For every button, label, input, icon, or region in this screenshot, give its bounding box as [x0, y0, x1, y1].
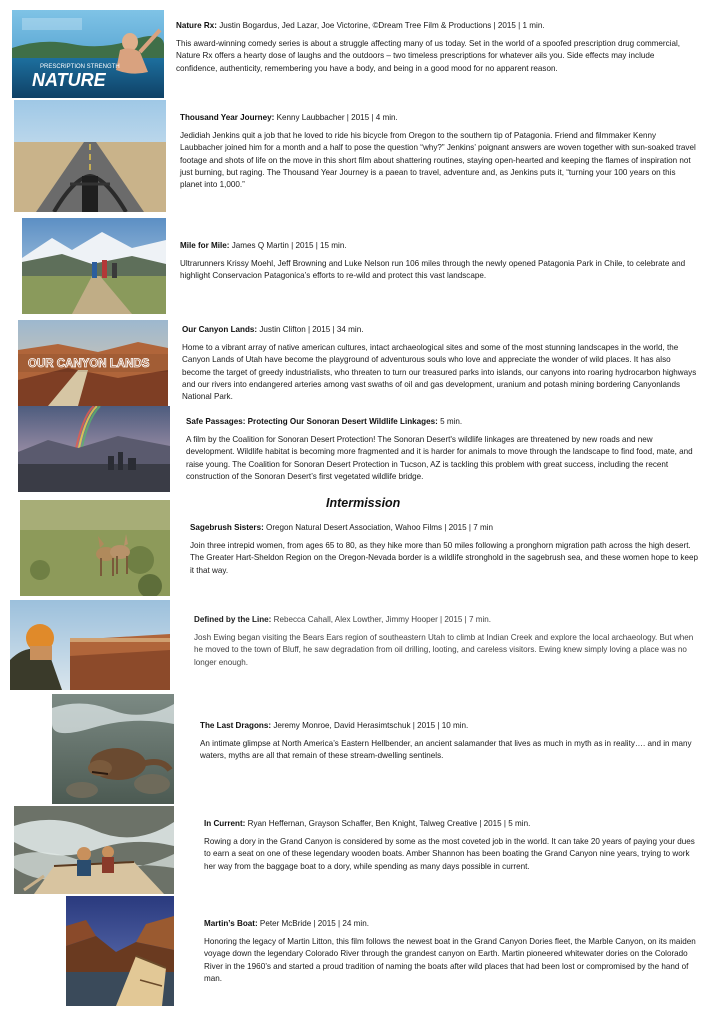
- film-title: Sagebrush Sisters: [190, 523, 262, 532]
- film-title: Martin’s Boat: [204, 919, 255, 928]
- film-entry-martins-boat: Martin’s Boat: Peter McBride | 2015 | 24 min. Honoring the legacy of Martin Litton, this film follows the newest boat in the Grand Canyon Dories fleet, the Marble Canyon, on its maiden voyage down the legendary Colorado River through the grandest canyon on Earth. Martin pioneered whitewater dories on the Colorado River in the 1960’s and started a proud tradition of naming the boats after wild places that had been lost or compromised by the hand of man.: [204, 918, 698, 985]
- film-thumbnail-martins-boat: [66, 896, 174, 1006]
- film-entry-defined-by-the-line: Defined by the Line: Rebecca Cahall, Alex Lowther, Jimmy Hooper | 2015 | 7 min. Josh Ewing began visiting the Bears Ears region of southeastern Utah to climb at Indian Creek and explore the local archaeology. But when he moved to the town of Bluff, he saw degradation from oil drilling, looting, and careless visitors. Ewing knew simply loving a place was no longer enough.: [194, 614, 698, 669]
- poster-small-text: PRESCRIPTION STRENGTH: [40, 64, 120, 70]
- film-description: Josh Ewing began visiting the Bears Ears region of southeastern Utah to climb at Indian Creek and explore the local archaeology. But when he moved to the town of Bluff, he saw degradation from oil drilling, looting, and careless visitors. Ewing knew simply loving a place was no longer enough.: [194, 633, 694, 667]
- film-description: Honoring the legacy of Martin Litton, this film follows the newest boat in the Grand Canyon Dories fleet, the Marble Canyon, on its maiden voyage down the legendary Colorado River through the grandest canyon on Earth. Martin pioneered whitewater dories on the Colorado River in the 1960’s and started a proud tradition of naming the boats after wild places that had been lost or compromised by the hand of man.: [204, 937, 696, 983]
- film-title: Mile for Mile: [180, 241, 227, 250]
- poster-title-text: OUR CANYON LANDS: [28, 358, 150, 370]
- film-title: In Current: [204, 819, 243, 828]
- film-thumbnail-mile-for-mile: [22, 218, 166, 314]
- film-description: An intimate glimpse at North America’s Eastern Hellbender, an ancient salamander that lives as much in myth as in reality…. and in many waters, myths are all that remain of these stream-dwelling sentinels.: [200, 739, 692, 761]
- film-meta: Kenny Laubbacher | 2015 | 4 min.: [276, 113, 398, 122]
- film-thumbnail-defined-by-the-line: [10, 600, 170, 690]
- film-description: Join three intrepid women, from ages 65 to 80, as they hike more than 50 miles following a pronghorn migration path across the high desert. The Greater Hart-Sheldon Region on the Oregon-Nevada border is a wildlife stronghold in the sagebrush sea, and these women hope to keep it that way.: [190, 541, 698, 575]
- film-entry-in-current: In Current: Ryan Heffernan, Grayson Schaffer, Ben Knight, Talweg Creative | 2015 | 5 min. Rowing a dory in the Grand Canyon is considered by some as the most coveted job in the world. It can take 20 years of paying your dues to earn a seat on one of these legendary wooden boats. Amber Shannon has been boating the Grand Canyon nine years, trying to work her way from the baggage boat to a dory, while spending as many days possible in current.: [204, 818, 698, 873]
- film-entry-our-canyon-lands: Our Canyon Lands: Justin Clifton | 2015 | 34 min. Home to a vibrant array of native american cultures, intact archaeological sites and some of the most stunning landscapes in the world, the Canyon Lands of Utah have become the playground of adventurous souls who love and appreciate the wonder of wild places. It has also become the target of greedy industrialists, who threaten to turn our treasured parks into islands, our canyons into roaring hydrocarbon highways and our rivers into endangered arteries among vast swaths of oil and gas development, uranium and potash mining bordering Canyonlands National Park.: [182, 324, 698, 403]
- film-meta: Jeremy Monroe, David Herasimtschuk | 2015 | 10 min.: [273, 721, 469, 730]
- film-thumbnail-our-canyon-lands: [18, 320, 168, 406]
- film-meta: James Q Martin | 2015 | 15 min.: [231, 241, 347, 250]
- film-description: Home to a vibrant array of native american cultures, intact archaeological sites and some of the most stunning landscapes in the world, the Canyon Lands of Utah have become the playground of adventurous souls who love and appreciate the wonder of wild places. It has also become the target of greedy industrialists, who threaten to turn our treasured parks into islands, our canyons into roaring hydrocarbon highways and our rivers into endangered arteries among vast swaths of oil and gas development, uranium and potash mining bordering Canyonlands National Park.: [182, 343, 697, 402]
- film-title: Safe Passages: Protecting Our Sonoran Desert Wildlife Linkages: [186, 417, 436, 426]
- film-meta: Oregon Natural Desert Association, Wahoo Films | 2015 | 7 min: [266, 523, 494, 532]
- film-thumbnail-the-last-dragons: [52, 694, 174, 804]
- film-title: The Last Dragons: [200, 721, 269, 730]
- film-thumbnail-safe-passages: [18, 406, 170, 492]
- film-meta: Peter McBride | 2015 | 24 min.: [259, 919, 369, 928]
- film-entry-sagebrush-sisters: Sagebrush Sisters: Oregon Natural Desert Association, Wahoo Films | 2015 | 7 min Join three intrepid women, from ages 65 to 80, as they hike more than 50 miles following a pronghorn migration path across the high desert. The Greater Hart-Sheldon Region on the Oregon-Nevada border is a wildlife stronghold in the sagebrush sea, and these women hope to keep it that way.: [190, 522, 698, 577]
- film-thumbnail-sagebrush-sisters: [20, 500, 170, 596]
- film-meta: Rebecca Cahall, Alex Lowther, Jimmy Hooper | 2015 | 7 min.: [273, 615, 492, 624]
- film-entry-thousand-year-journey: Thousand Year Journey: Kenny Laubbacher | 2015 | 4 min. Jedidiah Jenkins quit a job that he loved to ride his bicycle from Oregon to the southern tip of Patagonia. Friend and filmmaker Kenny Laubbacher joined him for a month and a half to pose the question “why?” Jenkins’ poignant answers are woven together with sun-soaked travel footage and shots of life on the move in this short film about shattering routines, staying open-hearted and keeping the flames of inspiration not just burning, but raging. The Thousand Year Journey is a paean to travel, adventure and, as Jenkins puts it, “turning your 100 years on this planet into 1,000.”: [180, 112, 698, 191]
- film-entry-nature-rx: Nature Rx: Justin Bogardus, Jed Lazar, Joe Victorine, ©Dream Tree Film & Productions | 2015 | 1 min. This award-winning comedy series is about a struggle affecting many of us today. Set in the world of a spoofed prescription drug commercial, Nature Rx offers a hearty dose of laughs and the outdoors – two timeless prescriptions for whatever ails you. Side effects may include confidence, authenticity, remembering you have a body, and being in a good mood for no apparent reason.: [176, 20, 696, 75]
- film-meta: Ryan Heffernan, Grayson Schaffer, Ben Knight, Talweg Creative | 2015 | 5 min.: [247, 819, 531, 828]
- film-title: Nature Rx: [176, 21, 215, 30]
- poster-title-text: NATURE: [32, 70, 106, 90]
- film-description: A film by the Coalition for Sonoran Desert Protection! The Sonoran Desert's wildlife linkages are threatened by new roads and new development. Wildlife habitat is becoming more fragmented and it is harder for animals to move through the landscape to find food, mate, and raise young. The Coalition for Sonoran Desert Protection in Tucson, AZ is tackling this problem with great success, including the recent construction of the Sonoran Desert’s first vegetated wildlife bridge.: [186, 435, 693, 481]
- film-description: Rowing a dory in the Grand Canyon is considered by some as the most coveted job in the world. It can take 20 years of paying your dues to earn a seat on one of these legendary wooden boats. Amber Shannon has been boating the Grand Canyon nine years, trying to work her way from the baggage boat to a dory, while spending as many days possible in current.: [204, 837, 695, 871]
- intermission-heading: Intermission: [326, 496, 401, 510]
- film-description: Ultrarunners Krissy Moehl, Jeff Browning and Luke Nelson run 106 miles through the newly opened Patagonia Park in Chile, to celebrate and highlight Conservacion Patagonica’s efforts to re-wild and protect this vast landscape.: [180, 259, 686, 281]
- film-description: This award-winning comedy series is about a struggle affecting many of us today. Set in the world of a spoofed prescription drug commercial, Nature Rx offers a hearty dose of laughs and the outdoors – two timeless prescriptions for whatever ails you. Side effects may include confidence, authenticity, remembering you have a body, and being in a good mood for no apparent reason.: [176, 39, 681, 73]
- film-title: Thousand Year Journey: [180, 113, 272, 122]
- film-thumbnail-nature-rx: [12, 10, 164, 98]
- film-thumbnail-in-current: [14, 806, 174, 894]
- film-entry-mile-for-mile: Mile for Mile: James Q Martin | 2015 | 15 min. Ultrarunners Krissy Moehl, Jeff Browning and Luke Nelson run 106 miles through the newly opened Patagonia Park in Chile, to celebrate and highlight Conservacion Patagonica’s efforts to re-wild and protect this vast landscape.: [180, 240, 698, 283]
- film-entry-safe-passages: Safe Passages: Protecting Our Sonoran Desert Wildlife Linkages: 5 min. A film by the Coalition for Sonoran Desert Protection! The Sonoran Desert's wildlife linkages are threatened by new roads and new development. Wildlife habitat is becoming more fragmented and it is harder for animals to move through the landscape to find food, mate, and raise young. The Coalition for Sonoran Desert Protection in Tucson, AZ is tackling this problem with great success, including the recent construction of the Sonoran Desert’s first vegetated wildlife bridge.: [186, 416, 698, 483]
- film-title: Defined by the Line: [194, 615, 269, 624]
- film-thumbnail-thousand-year-journey: [14, 100, 166, 212]
- film-meta: Justin Bogardus, Jed Lazar, Joe Victorine, ©Dream Tree Film & Productions | 2015 | 1 min.: [219, 21, 545, 30]
- film-meta: Justin Clifton | 2015 | 34 min.: [259, 325, 364, 334]
- film-entry-the-last-dragons: The Last Dragons: Jeremy Monroe, David Herasimtschuk | 2015 | 10 min. An intimate glimpse at North America’s Eastern Hellbender, an ancient salamander that lives as much in myth as in reality…. and in many waters, myths are all that remain of these stream-dwelling sentinels.: [200, 720, 698, 763]
- film-title: Our Canyon Lands: [182, 325, 255, 334]
- film-meta: 5 min.: [440, 417, 463, 426]
- film-description: Jedidiah Jenkins quit a job that he loved to ride his bicycle from Oregon to the southern tip of Patagonia. Friend and filmmaker Kenny Laubbacher joined him for a month and a half to pose the question “why?” Jenkins’ poignant answers are woven together with sun-soaked travel footage and shots of life on the move in this short film about shattering routines, staying open-hearted and keeping the flames of inspiration not just burning, but raging. The Thousand Year Journey is a paean to travel, adventure and, as Jenkins puts it, “turning your 100 years on this planet into 1,000.”: [180, 131, 696, 190]
